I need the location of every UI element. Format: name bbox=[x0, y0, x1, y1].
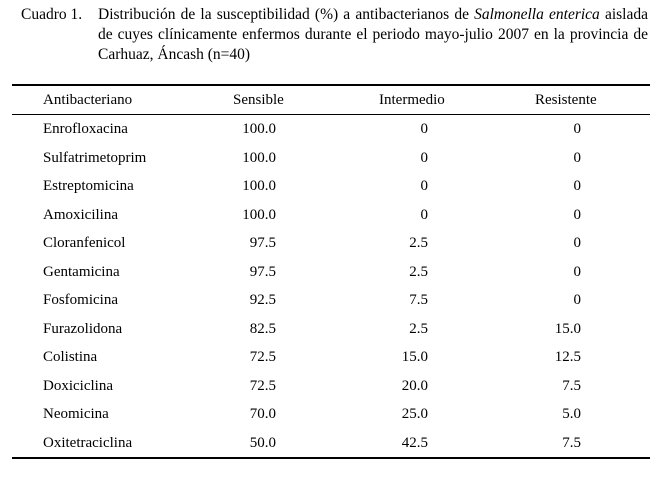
cell-antibacteriano: Neomicina bbox=[43, 406, 109, 422]
cell-resistente: 0 bbox=[573, 292, 581, 308]
cell-resistente: 7.5 bbox=[562, 434, 581, 451]
table-row bbox=[12, 429, 650, 458]
cell-intermedio: 2.5 bbox=[409, 263, 428, 280]
cell-antibacteriano: Fosfomicina bbox=[43, 292, 118, 308]
cell-antibacteriano: Furazolidona bbox=[43, 320, 123, 337]
cell-intermedio: 25.0 bbox=[401, 406, 428, 422]
cell-resistente: 0 bbox=[573, 121, 581, 137]
cell-resistente: 5.0 bbox=[562, 406, 581, 422]
cell-sensible: 97.5 bbox=[249, 263, 276, 280]
cell-resistente: 15.0 bbox=[554, 320, 581, 337]
cell-antibacteriano: Oxitetraciclina bbox=[43, 434, 133, 451]
table-row bbox=[12, 315, 650, 344]
cell-intermedio: 7.5 bbox=[409, 292, 428, 308]
table-bottom-rule bbox=[12, 457, 650, 459]
cell-intermedio: 42.5 bbox=[401, 434, 428, 451]
cell-sensible: 100.0 bbox=[242, 206, 276, 223]
table-row bbox=[12, 229, 650, 258]
cell-antibacteriano: Gentamicina bbox=[43, 263, 120, 280]
cell-intermedio: 15.0 bbox=[401, 349, 428, 365]
table-row bbox=[12, 115, 650, 144]
cell-sensible: 100.0 bbox=[242, 178, 276, 194]
cell-sensible: 100.0 bbox=[242, 121, 276, 137]
cell-sensible: 72.5 bbox=[249, 349, 276, 365]
table-row bbox=[12, 258, 650, 287]
table-row bbox=[12, 343, 650, 372]
cell-antibacteriano: Sulfatrimetoprim bbox=[43, 149, 147, 166]
cell-intermedio: 2.5 bbox=[409, 235, 428, 251]
cell-antibacteriano: Doxiciclina bbox=[43, 377, 113, 394]
table-body bbox=[12, 115, 650, 457]
table-header-row bbox=[12, 86, 650, 114]
cell-intermedio: 0 bbox=[420, 178, 428, 194]
susceptibility-table bbox=[12, 86, 650, 451]
cell-sensible: 97.5 bbox=[249, 235, 276, 251]
caption-label: Cuadro 1. bbox=[21, 6, 83, 23]
cell-antibacteriano: Colistina bbox=[43, 349, 98, 365]
caption-text-post: aislada de cuyes clínicamente enfermos durante el periodo mayo-julio 2007 en la provincia de Carhuaz, Áncash (n=40) bbox=[98, 6, 648, 63]
table-row bbox=[12, 144, 650, 173]
header-sensible: Sensible bbox=[233, 92, 284, 108]
table-row bbox=[12, 400, 650, 429]
table-row bbox=[12, 201, 650, 230]
cell-resistente: 0 bbox=[573, 235, 581, 251]
caption-text bbox=[98, 5, 648, 65]
cell-sensible: 82.5 bbox=[249, 320, 276, 337]
table-row bbox=[12, 372, 650, 401]
cell-intermedio: 0 bbox=[420, 206, 428, 223]
cell-resistente: 0 bbox=[573, 149, 581, 166]
cell-resistente: 12.5 bbox=[554, 349, 581, 365]
cell-sensible: 72.5 bbox=[249, 377, 276, 394]
cell-antibacteriano: Amoxicilina bbox=[43, 206, 118, 223]
header-antibacteriano: Antibacteriano bbox=[43, 92, 133, 108]
cell-resistente: 0 bbox=[573, 206, 581, 223]
cell-sensible: 50.0 bbox=[249, 434, 276, 451]
cell-resistente: 0 bbox=[573, 263, 581, 280]
cell-resistente: 0 bbox=[573, 178, 581, 194]
cell-intermedio: 0 bbox=[420, 149, 428, 166]
cell-resistente: 7.5 bbox=[562, 377, 581, 394]
table-row bbox=[12, 286, 650, 315]
cell-sensible: 92.5 bbox=[249, 292, 276, 308]
cell-intermedio: 20.0 bbox=[401, 377, 428, 394]
cell-sensible: 100.0 bbox=[242, 149, 276, 166]
header-resistente: Resistente bbox=[535, 92, 597, 108]
cell-intermedio: 2.5 bbox=[409, 320, 428, 337]
table-row bbox=[12, 172, 650, 201]
header-intermedio: Intermedio bbox=[379, 92, 445, 108]
cell-intermedio: 0 bbox=[420, 121, 428, 137]
cell-sensible: 70.0 bbox=[249, 406, 276, 422]
cell-antibacteriano: Enrofloxacina bbox=[43, 121, 128, 137]
cell-antibacteriano: Estreptomicina bbox=[43, 178, 134, 194]
caption-organism: Salmonella enterica bbox=[474, 6, 600, 23]
caption-text-pre: Distribución de la susceptibilidad (%) a antibacterianos de bbox=[98, 6, 475, 23]
cell-antibacteriano: Cloranfenicol bbox=[43, 235, 126, 251]
